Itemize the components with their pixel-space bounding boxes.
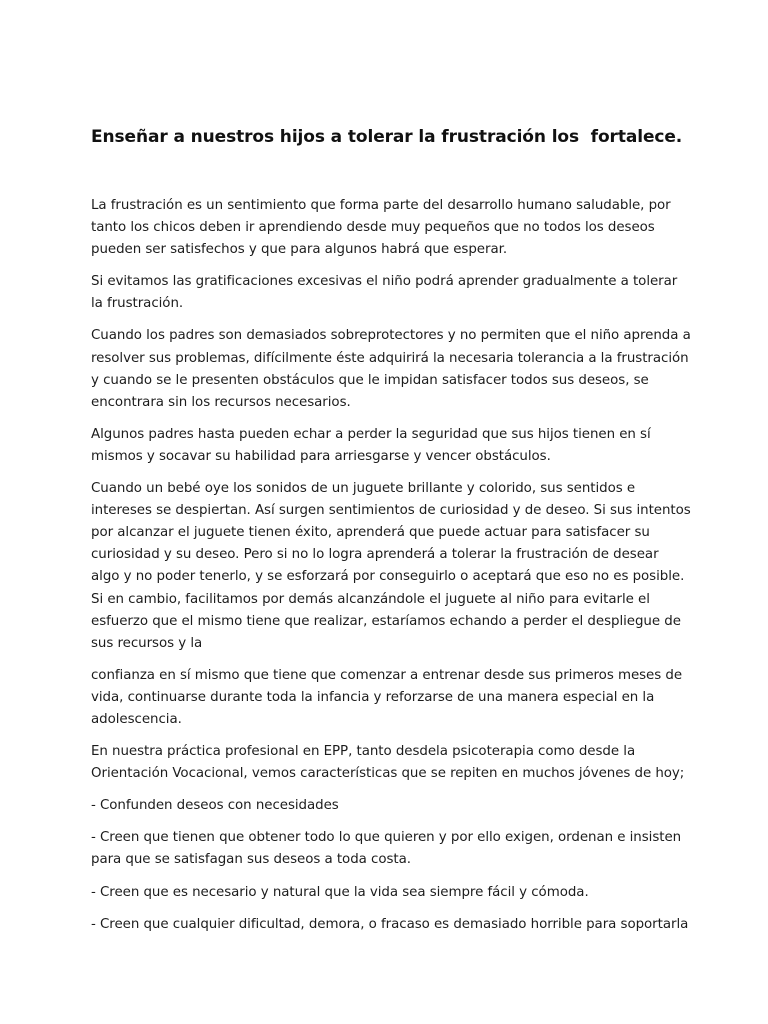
document-body (91, 195, 691, 946)
paragraph: Cuando un bebé oye los sonidos de un juguete brillante y colorido, sus sentidos e intereses se despiertan. Así surgen sentimientos de curiosidad y de deseo. Si sus intentos por alcanzar el juguete tienen éxito, aprenderá que puede actuar para satisfacer su curiosidad y su deseo. Pero si no lo logra aprenderá a tolerar la frustración de desear algo y no poder tenerlo, y se esforzará por conseguirlo o aceptará que eso no es posible. Si en cambio, facilitamos por demás alcanzándole el juguete al niño para evitarle el esfuerzo que el mismo tiene que realizar, estaríamos echando a perder el despliegue de sus recursos y la (91, 481, 691, 651)
paragraph: La frustración es un sentimiento que forma parte del desarrollo humano saludable, por tanto los chicos deben ir aprendiendo desde muy pequeños que no todos los deseos pueden ser satisfechos y que para algunos habrá que esperar. (91, 198, 671, 258)
paragraph: Si evitamos las gratificaciones excesivas el niño podrá aprender gradualmente a tolerar la frustración. (91, 274, 678, 312)
paragraph: Algunos padres hasta pueden echar a perder la seguridad que sus hijos tienen en sí mismos y socavar su habilidad para arriesgarse y vencer obstáculos. (91, 426, 651, 464)
document-title: Enseñar a nuestros hijos a tolerar la frustración los fortalece. (91, 127, 683, 147)
list-item: - Confunden deseos con necesidades (91, 798, 339, 814)
list-item: - Creen que cualquier dificultad, demora, o fracaso es demasiado horrible para soportarla (91, 916, 689, 932)
paragraph: Cuando los padres son demasiados sobreprotectores y no permiten que el niño aprenda a resolver sus problemas, difícilmente éste adquirirá la necesaria tolerancia a la frustración y cuando se le presenten obstáculos que le impidan satisfacer todos sus deseos, se encontrara sin los recursos necesarios. (91, 328, 691, 410)
paragraph: confianza en sí mismo que tiene que comenzar a entrenar desde sus primeros meses de vida, continuarse durante toda la infancia y reforzarse de una manera especial en la adolescencia. (91, 667, 683, 727)
paragraph: En nuestra práctica profesional en EPP, tanto desdela psicoterapia como desde la Orientación Vocacional, vemos características que se repiten en muchos jóvenes de hoy; (91, 744, 685, 782)
list-item: - Creen que es necesario y natural que la vida sea siempre fácil y cómoda. (91, 884, 589, 900)
list-item: - Creen que tienen que obtener todo lo que quieren y por ello exigen, ordenan e insisten para que se satisfagan sus deseos a toda costa. (91, 830, 682, 868)
